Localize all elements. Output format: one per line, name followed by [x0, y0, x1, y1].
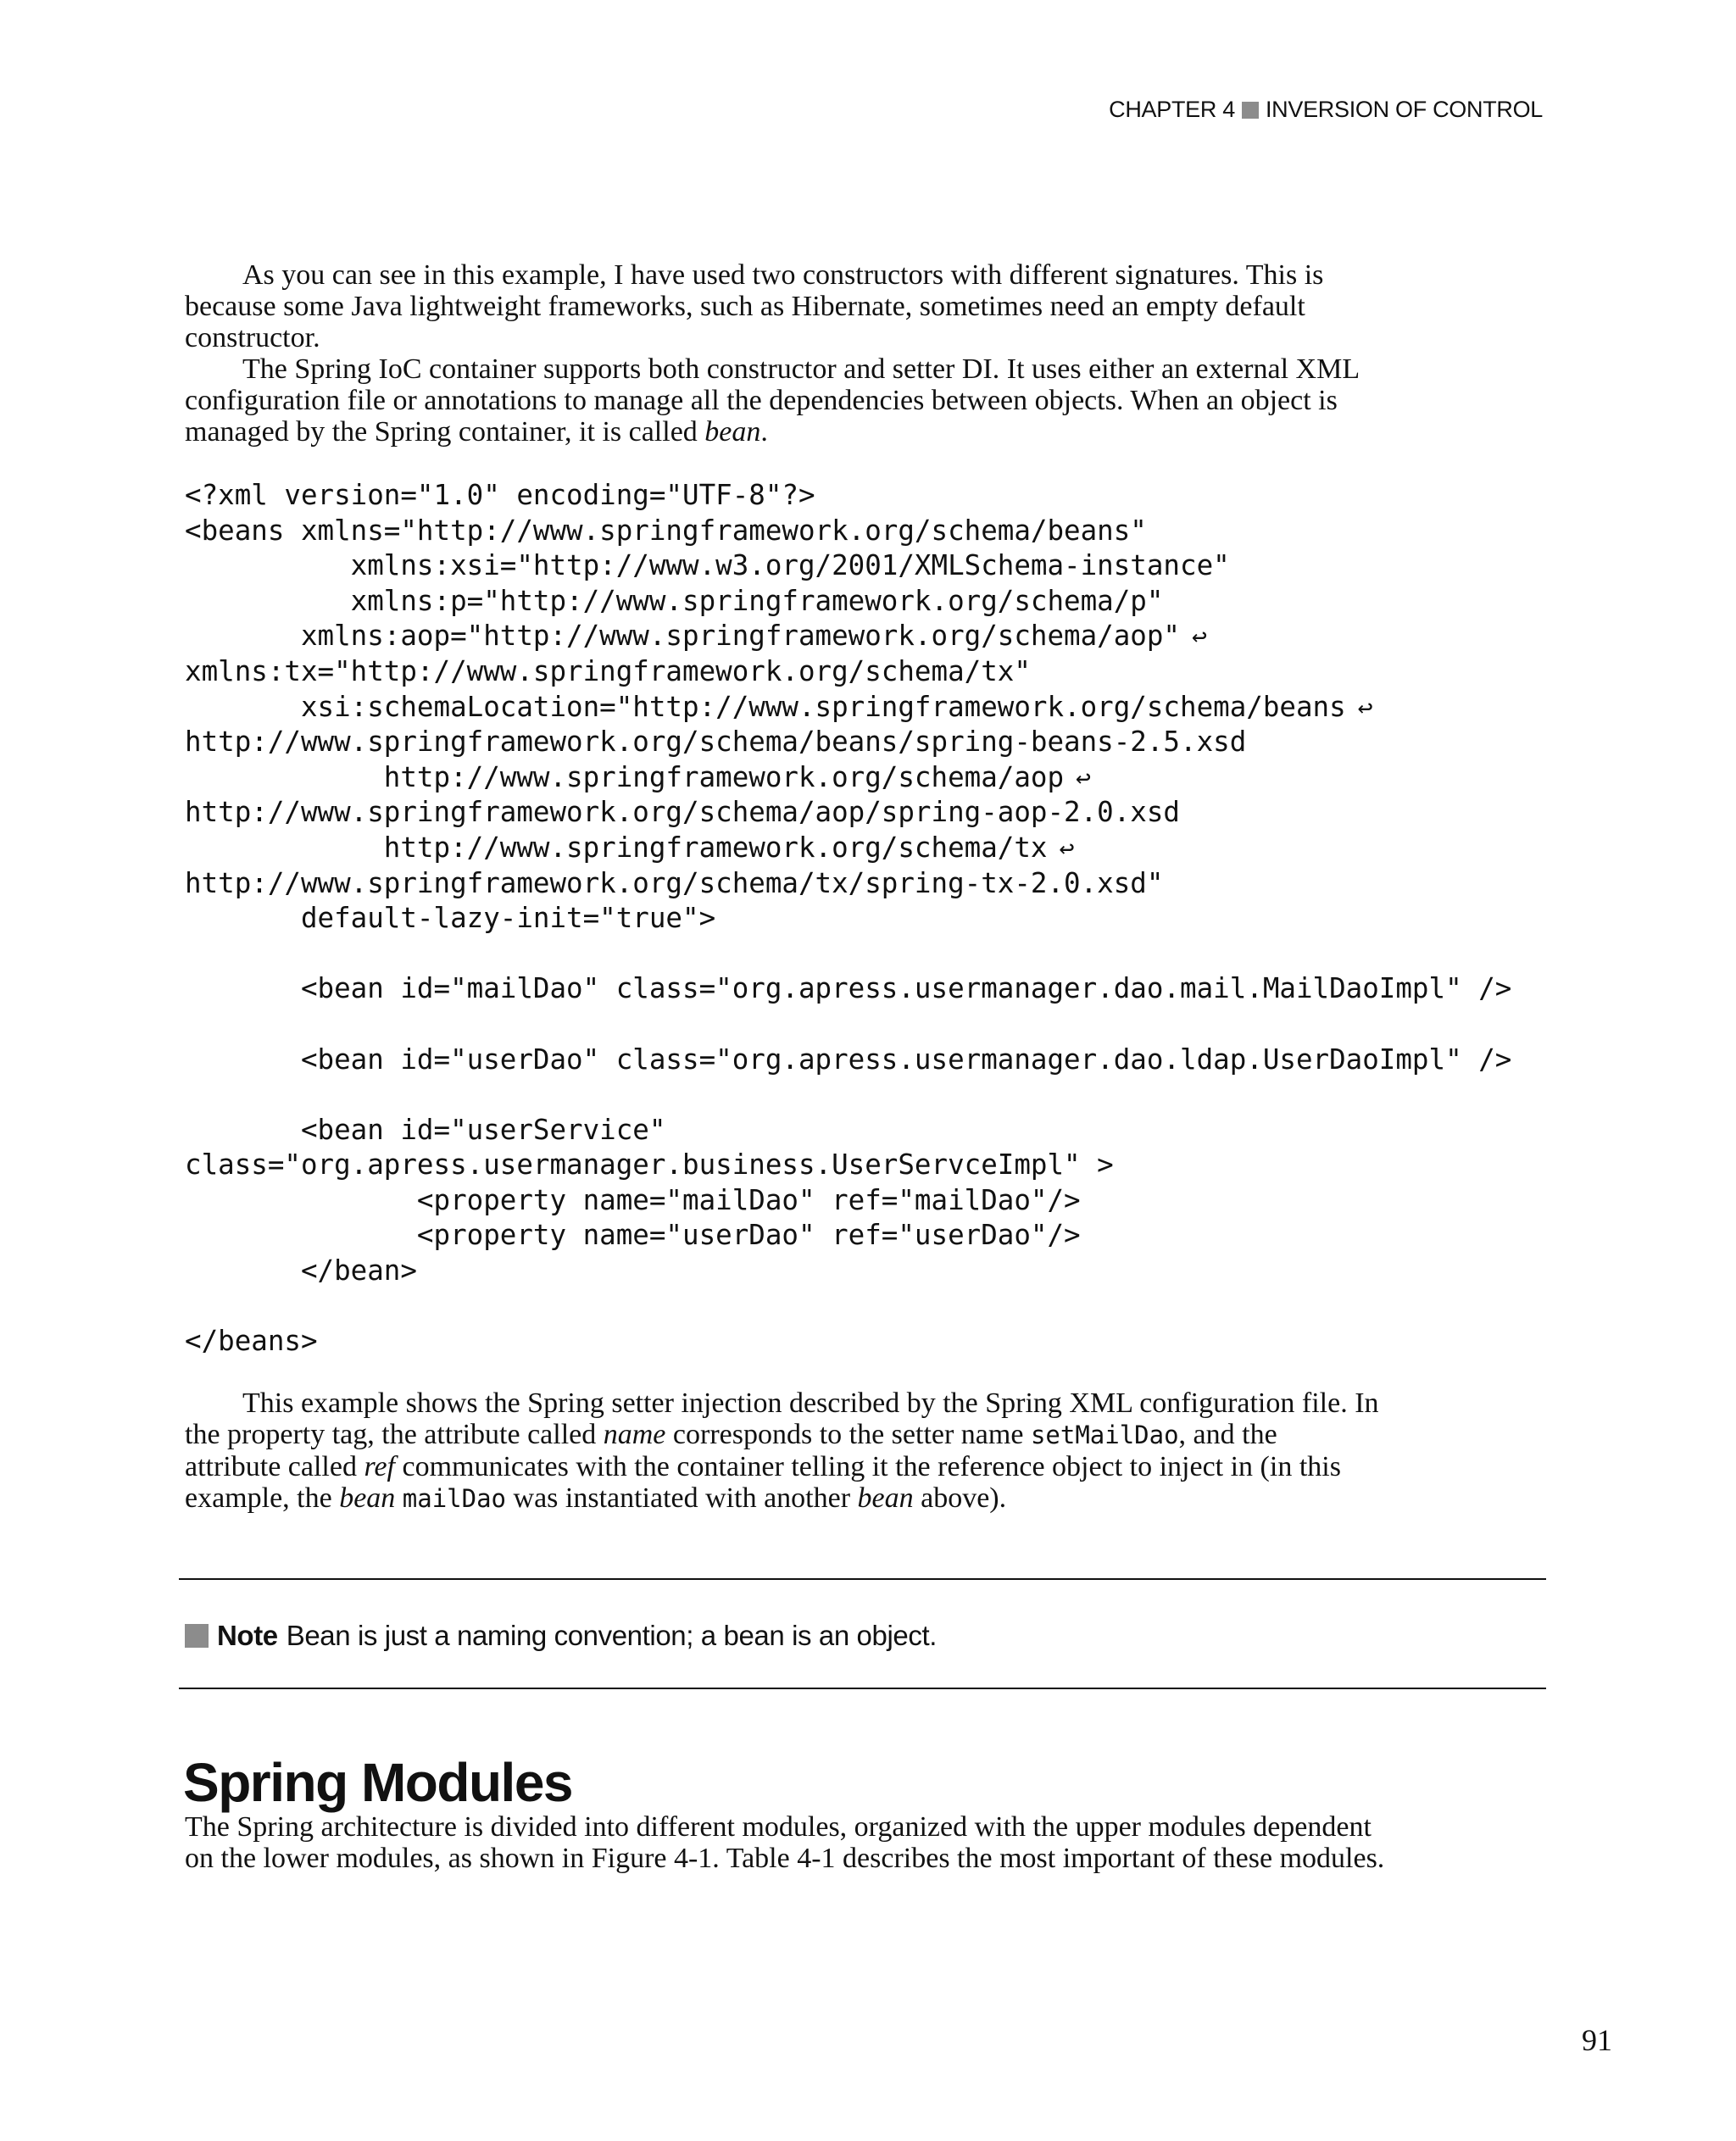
note-bottom-rule — [179, 1688, 1546, 1689]
code-line — [185, 866, 1511, 902]
code-line — [185, 1113, 1511, 1148]
note-top-rule — [179, 1578, 1546, 1580]
term-name: name — [603, 1419, 666, 1450]
code-line-text: </bean> — [185, 1254, 417, 1287]
code-maildao: mailDao — [402, 1484, 507, 1513]
code-line-text: <bean id="mailDao" class="org.apress.usermanager.dao.mail.MailDaoImpl" /> — [185, 972, 1512, 1005]
intro-paragraphs — [185, 259, 1541, 448]
intro-p1-line-2: because some Java lightweight frameworks, such as Hibernate, sometimes need an empty default — [185, 291, 1305, 322]
code-line-text: </beans> — [185, 1325, 318, 1358]
line-continuation-icon: ↩ — [1192, 622, 1208, 653]
code-line-text: xmlns:tx="http://www.springframework.org/schema/tx" — [185, 654, 1031, 687]
code-line — [185, 478, 1511, 514]
code-line-text: xmlns:p="http://www.springframework.org/schema/p" — [185, 584, 1164, 617]
page-number: 91 — [1582, 2023, 1612, 2057]
code-line-text: default-lazy-init="true"> — [185, 902, 716, 935]
section-intro-paragraph — [185, 1811, 1541, 1874]
code-line-text: <property name="userDao" ref="userDao"/> — [185, 1219, 1081, 1252]
code-line-text: xsi:schemaLocation="http://www.springframework.org/schema/beans — [185, 690, 1346, 723]
code-line-text: <?xml version="1.0" encoding="UTF-8"?> — [185, 479, 815, 511]
code-line — [185, 760, 1511, 796]
note-label: Note — [217, 1620, 278, 1651]
code-line-text: class="org.apress.usermanager.business.UserServceImpl" > — [185, 1148, 1114, 1182]
code-line — [185, 584, 1511, 620]
note-square-icon — [185, 1624, 209, 1648]
section-line-2: on the lower modules, as shown in Figure 4-1. Table 4-1 describes the most important of these modules. — [185, 1843, 1385, 1874]
code-line-text: http://www.springframework.org/schema/aop/spring-aop-2.0.xsd — [185, 796, 1180, 829]
running-head-chapter: CHAPTER 4 — [1109, 97, 1235, 122]
code-line-text: <bean id="userService" — [185, 1113, 666, 1146]
code-line — [185, 1043, 1511, 1078]
intro-p2-line-3: managed by the Spring container, it is called bean. — [185, 416, 768, 448]
code-line — [185, 971, 1511, 1007]
xml-code-listing — [185, 478, 1511, 1360]
term-bean-1: bean — [339, 1482, 396, 1514]
explanation-line-2: the property tag, the attribute called name corresponds to the setter name setMailDao, and the — [185, 1419, 1277, 1450]
explanation-line-3: attribute called ref communicates with the container telling it the reference object to inject in (in this — [185, 1451, 1341, 1482]
code-line — [185, 795, 1511, 831]
code-line — [185, 1007, 1511, 1043]
code-line-text: xmlns:xsi="http://www.w3.org/2001/XMLSchema-instance" — [185, 549, 1230, 582]
explanation-paragraph — [185, 1387, 1541, 1515]
code-line — [185, 725, 1511, 760]
code-line-text: <beans xmlns="http://www.springframework.org/schema/beans" — [185, 514, 1147, 547]
code-line — [185, 1324, 1511, 1360]
code-line-text: http://www.springframework.org/schema/beans/spring-beans-2.5.xsd — [185, 726, 1247, 759]
code-line — [185, 654, 1511, 690]
term-bean: bean — [704, 416, 761, 448]
note-text: Bean is just a naming convention; a bean is an object. — [286, 1620, 937, 1651]
code-line-text: <property name="mailDao" ref="mailDao"/> — [185, 1183, 1081, 1216]
code-line — [185, 548, 1511, 584]
code-line — [185, 1218, 1511, 1254]
code-line — [185, 1183, 1511, 1219]
section-heading: Spring Modules — [183, 1752, 572, 1813]
code-line — [185, 937, 1511, 972]
line-continuation-icon: ↩ — [1059, 833, 1075, 864]
explanation-line-1: This example shows the Spring setter injection described by the Spring XML configuration file. In — [242, 1387, 1379, 1419]
running-head — [1109, 97, 1543, 123]
intro-p1-line-3: constructor. — [185, 322, 320, 353]
section-line-1: The Spring architecture is divided into different modules, organized with the upper modules dependent — [185, 1811, 1372, 1843]
code-line — [185, 1077, 1511, 1113]
code-line-text: http://www.springframework.org/schema/aop — [185, 760, 1065, 793]
code-setmaildao: setMailDao — [1030, 1421, 1179, 1449]
intro-p2-line-2: configuration file or annotations to manage all the dependencies between objects. When an object is — [185, 385, 1338, 416]
code-line-text: http://www.springframework.org/schema/tx — [185, 831, 1048, 864]
code-line — [185, 619, 1511, 654]
code-line — [185, 831, 1511, 866]
code-line — [185, 1148, 1511, 1183]
code-line — [185, 1289, 1511, 1325]
line-continuation-icon: ↩ — [1076, 763, 1092, 793]
square-bullet-icon — [1242, 102, 1259, 119]
note-box — [185, 1620, 937, 1652]
code-line-text: http://www.springframework.org/schema/tx/spring-tx-2.0.xsd" — [185, 866, 1164, 899]
code-line — [185, 690, 1511, 726]
code-line-text: <bean id="userDao" class="org.apress.usermanager.dao.ldap.UserDaoImpl" /> — [185, 1043, 1512, 1076]
running-head-title: INVERSION OF CONTROL — [1265, 97, 1543, 122]
code-line-text: xmlns:aop="http://www.springframework.org/schema/aop" — [185, 620, 1180, 653]
code-line — [185, 514, 1511, 549]
explanation-line-4: example, the bean mailDao was instantiated with another bean above). — [185, 1482, 1007, 1514]
intro-p1-line-1: As you can see in this example, I have used two constructors with different signatures. This is — [242, 259, 1324, 291]
intro-p2-line-1: The Spring IoC container supports both constructor and setter DI. It uses either an external XML — [242, 353, 1360, 385]
term-ref: ref — [364, 1451, 395, 1482]
term-bean-2: bean — [857, 1482, 914, 1514]
code-line — [185, 901, 1511, 937]
line-continuation-icon: ↩ — [1357, 692, 1373, 723]
code-line — [185, 1254, 1511, 1289]
